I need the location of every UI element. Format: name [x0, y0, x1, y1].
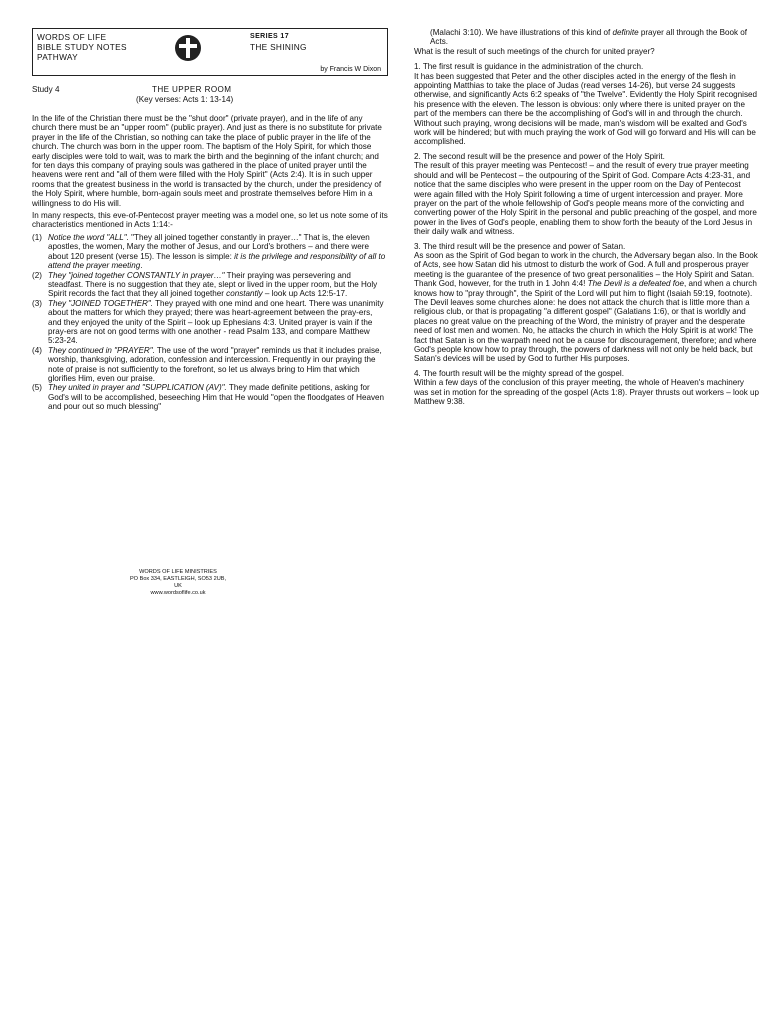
result-section	[414, 152, 760, 237]
point-emphasis: constantly	[226, 289, 263, 299]
point-emphasis: it is the privilege and responsibility of all to attend the prayer meeting	[48, 251, 386, 271]
header-box	[32, 28, 388, 76]
list-item-number: (1)	[32, 232, 42, 242]
point-lead: They continued in "PRAYER".	[48, 345, 155, 355]
continuation-pre: (Malachi 3:10). We have illustrations of this kind of	[430, 28, 613, 37]
study-heading	[32, 85, 388, 107]
series-title	[37, 32, 127, 62]
point-lead: They "JOINED TOGETHER".	[48, 298, 153, 308]
result-body-pre: As soon as the Spirit of God began to work in the church, the Adversary began also. In the Book of Acts, see how Satan did his utmost to disturb the work of God. A full and prosperous prayer meeting is the guarantee of the presence of two great personalities – the Holy Spirit and Satan. Thank God, however, for the truth in 1 John 4:4!	[414, 250, 758, 289]
result-heading: 2. The second result will be the presence and power of the Holy Spirit.	[414, 151, 665, 161]
study-title: THE UPPER ROOM	[152, 85, 232, 94]
result-body-post: , and when a church knows how to "pray through", the Spirit of the Lord will put him to flight (Isaiah 59:19, footnote). The Devil leaves some churches alone: he does not attack the church that is little more than a religious club, or that is propagating "a different gospel" (Galatians 1:6), or that is worldly and places no great value on the preaching of the Word, the ministry of prayer and the desperate need of lost men and women. No, he attacks the church in which the Holy Spirit is at work! The fact that Satan is on the warpath need not be a cause for discouragement, therefore; and where God's people know how to pray through, the powers of darkness will not only be held back, but Satan's devices will be used by God to further His purposes.	[414, 279, 757, 364]
list-item-number: (4)	[32, 345, 42, 355]
result-heading: 3. The third result will be the presence and power of Satan.	[414, 241, 626, 251]
series-subtitle: THE SHINING	[250, 42, 307, 52]
cross-logo-icon	[175, 35, 201, 61]
result-heading: 4. The fourth result will be the mighty spread of the gospel.	[414, 368, 624, 378]
series-title-line: BIBLE STUDY NOTES	[37, 42, 127, 52]
point-lead: Notice the word "ALL".	[48, 232, 129, 242]
point-lead: They united in prayer and "SUPPLICATION (AV)".	[48, 383, 227, 393]
point-text: They prayed with one mind and one heart. There was unanimity about the matters for which they prayed; there was heart-agreement between the pray-ers, and they enjoyed the unity of the Spirit – look up Ephesians 4:3. United prayer is vain if the pray-ers are not on good terms with one another - read Psalm 133, and compare Matthew 5:23-24.	[48, 298, 384, 346]
point-text: Their praying was persevering and steadfast. There is no suggestion that they ate, slept or lived in the upper room, but the Holy Spirit records the fact that they all joined together	[48, 270, 378, 299]
list-item	[32, 346, 388, 384]
point-lead: They "joined together CONSTANTLY in prayer…"	[48, 270, 225, 280]
point-text: "They all joined together constantly in prayer…" That is, the eleven apostles, the women, Mary the mother of Jesus, and our Lord's brothers – and there were about 120 present (verse 15). The lesson is simple:	[48, 232, 370, 261]
list-item	[32, 299, 388, 346]
list-item-number: (5)	[32, 383, 42, 393]
study-number: Study 4	[32, 85, 60, 94]
author-credit: by Francis W Dixon	[320, 66, 381, 73]
footer-org: WORDS OF LIFE MINISTRIES	[139, 569, 217, 575]
point-tail: .	[140, 261, 143, 271]
list-item-number: (3)	[32, 298, 42, 308]
characteristics-intro: In many respects, this eve-of-Pentecost prayer meeting was a model one, so let us note some of its characteristics mentioned in Acts 1:14:-	[32, 211, 388, 230]
continuation-emphasis: definite	[612, 28, 639, 37]
series-title-line: WORDS OF LIFE	[37, 32, 107, 42]
result-body: The result of this prayer meeting was Pentecost! – and the result of every true prayer meeting should and will be Pentecost – the outpouring of the Spirit of God. Compare Acts 4:23-31, and notice that the same disciples who were present in the upper room on the Day of Pentecost were again filled with the Holy Spirit following a time of urgent intercession and prayer. More prayer on the part of the whole fellowship of God's people means more of the convicting and converting power of the Holy Spirit in the personal and public preaching of the gospel, and more power in the lives of God's people, enabling them to show forth the beauty of the Lord Jesus in their daily walk and witness.	[414, 161, 757, 237]
point-text: They made definite petitions, asking for God's will to be accomplished, beseeching Him that He would "open the floodgates of Heaven and pour out so much blessing"	[48, 383, 385, 412]
list-item	[32, 383, 388, 411]
result-body-emphasis: The Devil is a defeated foe	[587, 279, 684, 289]
key-verses: (Key verses: Acts 1: 13-14)	[136, 95, 234, 104]
left-column	[32, 28, 388, 412]
results-question: What is the result of such meetings of the church for united prayer?	[414, 46, 655, 56]
result-body: It has been suggested that Peter and the other disciples acted in the energy of the flesh in appointing Matthias to take the place of Judas (read verses 14-26), but verse 24 suggests otherwise, and significantly Acts 6:2 speaks of "the Twelve". Evidently the Holy Spirit recognised his presence with the eleven. The lesson is obvious: only where there is united prayer on the part of the members can there be the accomplishing of God's will in and through the church. Without such praying, wrong decisions will be made, man's wisdom will be exalted and God's work will be hindered; but with much praying the work of God will go forward and His will can be accomplished.	[414, 71, 758, 147]
result-section	[414, 242, 760, 364]
list-item	[32, 233, 388, 271]
result-body	[414, 251, 760, 364]
footer-website: www.wordsoflife.co.uk	[150, 590, 206, 596]
result-heading: 1. The first result is guidance in the administration of the church.	[414, 62, 644, 72]
continuation-paragraph	[414, 28, 760, 47]
point-tail: – look up Acts 12:5-17.	[262, 289, 348, 299]
list-item	[32, 271, 388, 299]
result-section	[414, 62, 760, 147]
list-item-number: (2)	[32, 270, 42, 280]
ministry-footer	[128, 569, 228, 597]
result-body: Within a few days of the conclusion of this prayer meeting, the whole of Heaven's machinery was set in motion for the spreading of the gospel (Acts 1:8). Prayer thrusts out workers – look up Matthew 9:38.	[414, 378, 760, 407]
footer-address: PO Box 334, EASTLEIGH, SO53 2UB, UK	[129, 576, 227, 589]
series-number: SERIES 17	[250, 33, 290, 40]
characteristics-list	[32, 233, 388, 412]
right-column	[414, 28, 760, 411]
intro-paragraph: In the life of the Christian there must be the "shut door" (private prayer), and in the life of any church there must be an "upper room" (public prayer). And just as there is no substitute for private prayer in the life of the Christian, so nothing can take the place of public prayer in the life of the church. The church was born in the upper room. The baptism of the Holy Spirit, for which those early disciples were told to wait, was to mark the birth and the beginning of the infant church; and for ten days this company of praying souls was gathered in the place of united prayer until the heavens were rent and "all of them were filled with the Holy Spirit" (Acts 2:4). It is in such upper rooms that the greatest business in the world is transacted by the church, under the presidency of the Holy Spirit, where humble, born-again souls meet and prostrate themselves before Him in a willingness to do His will.	[32, 114, 382, 208]
point-text: The use of the word "prayer" reminds us that it includes praise, worship, thanksgiving, adoration, confession and intercession. Frequently in our praying the note of praise is not sufficiently to the forefront, so let us always bring to Him that which glorifies Him, even our praise.	[48, 345, 382, 383]
series-title-line: PATHWAY	[37, 52, 78, 62]
continuation-post: prayer all through the Book of Acts.	[430, 28, 748, 47]
result-section	[414, 369, 760, 407]
